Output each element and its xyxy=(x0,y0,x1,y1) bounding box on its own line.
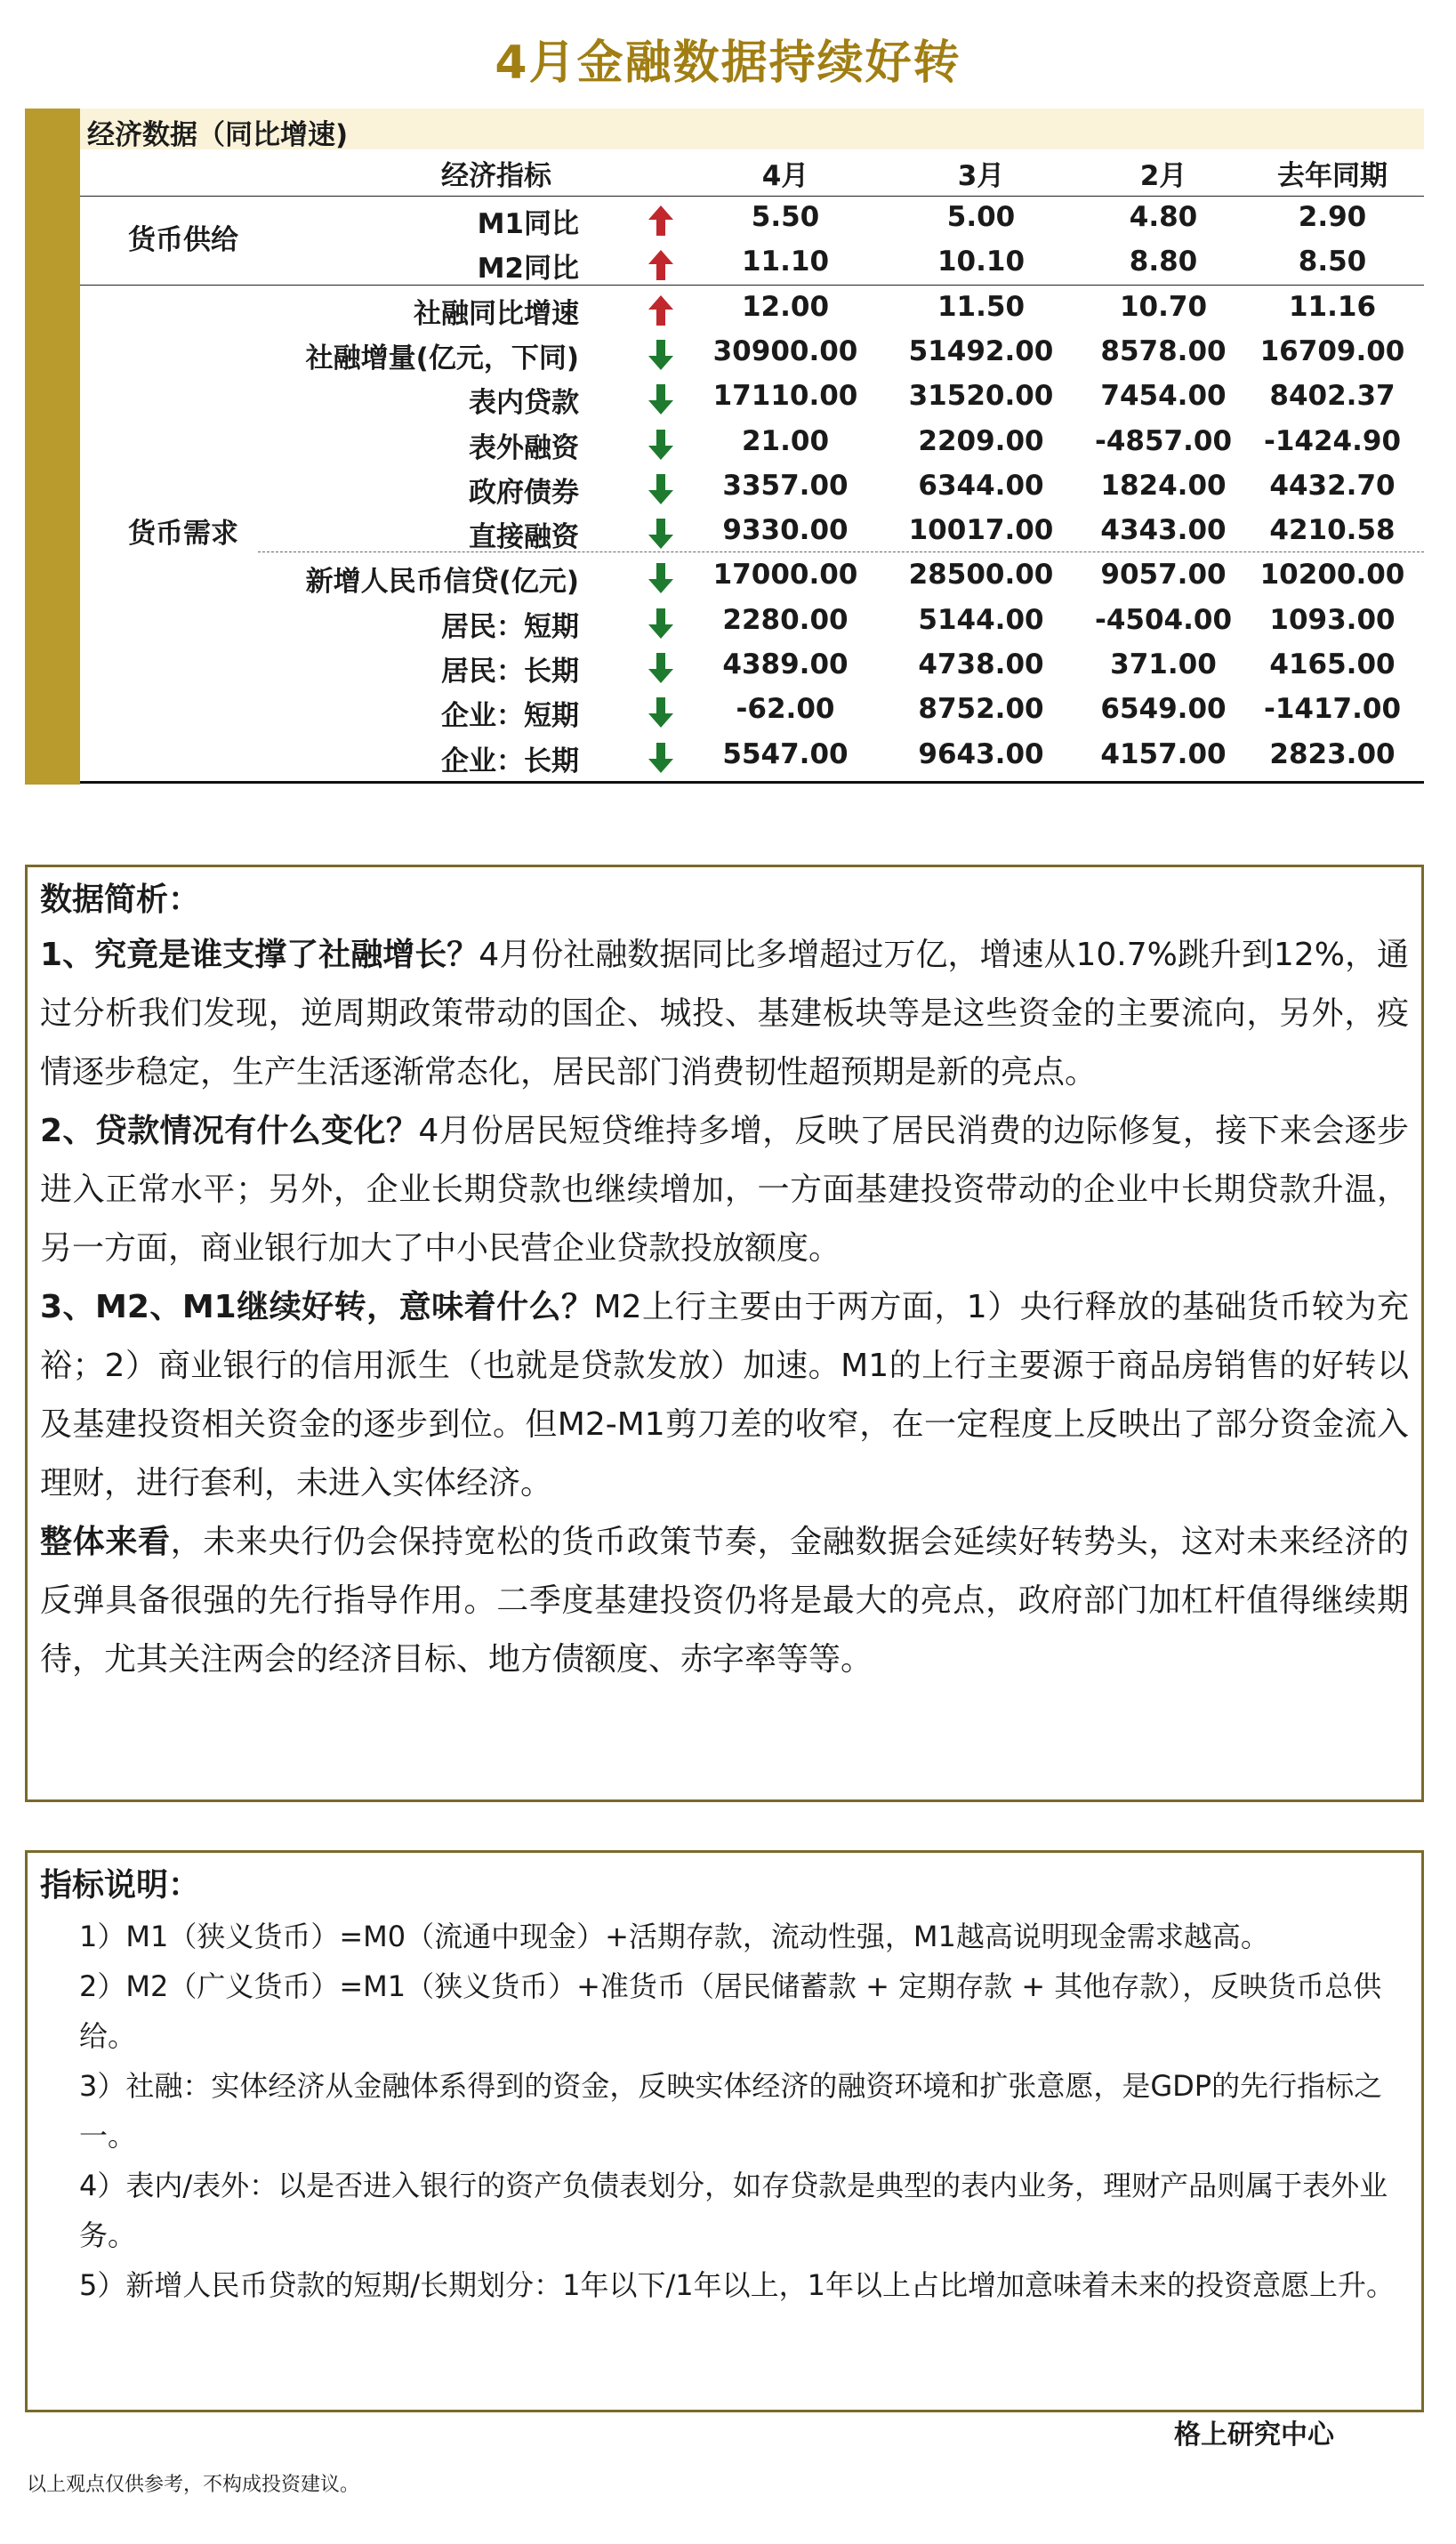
table-cell: 17110.00 xyxy=(712,380,858,413)
table-cell: 17000.00 xyxy=(712,559,858,592)
table-row xyxy=(25,197,1424,242)
table-cell: 2280.00 xyxy=(722,603,849,636)
note-item: 3）社融：实体经济从金融体系得到的资金，反映实体经济的融资环境和扩张意愿，是GDP的先行指标之一。 xyxy=(79,2069,1383,2153)
analysis-lead-4: 整体来看 xyxy=(40,1524,171,1560)
col-header-mar: 3月 xyxy=(957,160,1005,192)
analysis-body-4: ，未来央行仍会保持宽松的货币政策节奏，金融数据会延续好转势头，这对未来经济的反弹具备很强的先行指导作用。二季度基建投资仍将是最大的亮点，政府部门加杠杆值得继续期待，尤其关注两会的经济目标、地方债额度、赤字率等等。 xyxy=(40,1524,1409,1678)
note-item: 2）M2（广义货币）=M1（狭义货币）+准货币（居民储蓄款 + 定期存款 + 其他存款），反映货币总供给。 xyxy=(79,1969,1382,2053)
arrow-down-icon xyxy=(648,339,674,371)
indicator-name: 表内贷款 xyxy=(469,387,579,420)
note-item: 1）M1（狭义货币）=M0（流通中现金）+活期存款，流动性强，M1越高说明现金需求越高。 xyxy=(79,1920,1269,1953)
table-cell: 8402.37 xyxy=(1269,380,1396,413)
table-cell: 6549.00 xyxy=(1100,693,1227,726)
page-title: 4月金融数据持续好转 xyxy=(495,36,961,90)
table-cell: -1417.00 xyxy=(1263,693,1402,726)
indicator-name: 居民：长期 xyxy=(441,656,579,688)
table-cell: 2.90 xyxy=(1298,201,1367,233)
header-rule xyxy=(80,196,1424,197)
table-cell: -1424.90 xyxy=(1263,424,1402,457)
table-cell: 5.00 xyxy=(946,201,1016,233)
table-cell: 4432.70 xyxy=(1269,469,1396,502)
indicator-name: 社融增量(亿元，下同) xyxy=(305,342,579,374)
table-row xyxy=(25,555,1424,600)
notes-title: 指标说明： xyxy=(40,1867,201,1904)
table-row xyxy=(25,689,1424,734)
table-cell: 4157.00 xyxy=(1100,737,1227,770)
table-header-label: 经济数据（同比增速) xyxy=(87,119,349,151)
table-cell: 8.50 xyxy=(1298,246,1367,278)
analysis-paragraph-2 xyxy=(40,1102,1409,1278)
table-bottom-rule xyxy=(80,781,1424,784)
table-cell: 51492.00 xyxy=(908,334,1054,367)
analysis-lead-2: 2、贷款情况有什么变化？ xyxy=(40,1113,419,1149)
table-row xyxy=(25,242,1424,286)
col-header-indicator: 经济指标 xyxy=(441,160,551,192)
table-cell: 11.10 xyxy=(741,246,830,278)
table-cell: 10200.00 xyxy=(1259,559,1405,592)
table-cell: -4857.00 xyxy=(1094,424,1233,457)
table-cell: 9643.00 xyxy=(918,737,1044,770)
indicator-name: 企业：长期 xyxy=(441,745,579,777)
analysis-paragraph-3 xyxy=(40,1278,1409,1513)
table-cell: 10017.00 xyxy=(908,514,1054,547)
arrow-up-icon xyxy=(648,249,674,281)
indicator-name: 直接融资 xyxy=(469,521,579,554)
table-cell: 5547.00 xyxy=(722,737,849,770)
footer-disclaimer: 以上观点仅供参考，不构成投资建议。 xyxy=(27,2474,360,2496)
table-cell: 4.80 xyxy=(1129,201,1198,233)
group-label-supply: 货币供给 xyxy=(128,224,238,256)
indicator-name: 居民：短期 xyxy=(441,610,579,643)
table-cell: 1824.00 xyxy=(1100,469,1227,502)
data-table xyxy=(25,109,1424,785)
table-row xyxy=(25,511,1424,555)
analysis-title: 数据简析： xyxy=(40,882,201,918)
table-row xyxy=(25,376,1424,421)
arrow-down-icon xyxy=(648,383,674,415)
table-cell: 5144.00 xyxy=(918,603,1044,636)
table-cell: 21.00 xyxy=(741,424,830,457)
arrow-up-icon xyxy=(648,294,674,326)
indicator-name: M1同比 xyxy=(477,208,579,240)
indicator-name: 新增人民币信贷(亿元) xyxy=(305,566,579,599)
analysis-body-1: 4月份社融数据同比多增超过万亿，增速从10.7%跳升到12%，通过分析我们发现，逆周期政策带动的国企、城投、基建板块等是这些资金的主要流向，另外，疫情逐步稳定，生产生活逐渐常态化，居民部门消费韧性超预期是新的亮点。 xyxy=(40,937,1409,1091)
table-cell: 16709.00 xyxy=(1259,334,1405,367)
table-cell: 9330.00 xyxy=(722,514,849,547)
arrow-down-icon xyxy=(648,429,674,461)
table-cell: 4738.00 xyxy=(918,648,1044,680)
arrow-down-icon xyxy=(648,608,674,640)
footer-organization: 格上研究中心 xyxy=(1174,2419,1334,2451)
arrow-down-icon xyxy=(648,742,674,774)
analysis-lead-3: 3、M2、M1继续好转，意味着什么？ xyxy=(40,1289,594,1325)
analysis-paragraph-1 xyxy=(40,926,1409,1102)
table-cell: 4343.00 xyxy=(1100,514,1227,547)
arrow-down-icon xyxy=(648,696,674,729)
table-row xyxy=(25,287,1424,332)
analysis-box xyxy=(25,865,1424,1802)
table-row xyxy=(25,332,1424,376)
indicator-name: M2同比 xyxy=(477,253,579,286)
indicator-name: 企业：短期 xyxy=(441,700,579,733)
table-cell: 11.50 xyxy=(937,290,1026,323)
table-cell: -62.00 xyxy=(736,693,835,726)
analysis-body-2: 4月份居民短贷维持多增，反映了居民消费的边际修复，接下来会逐步进入正常水平；另外，企业长期贷款也继续增加，一方面基建投资带动的企业中长期贷款升温，另一方面，商业银行加大了中小民营企业贷款投放额度。 xyxy=(40,1113,1409,1267)
notes-box xyxy=(25,1850,1424,2412)
col-header-apr: 4月 xyxy=(761,160,809,192)
table-row xyxy=(25,422,1424,466)
arrow-down-icon xyxy=(648,473,674,505)
table-cell: 10.10 xyxy=(937,246,1026,278)
table-cell: 2823.00 xyxy=(1269,737,1396,770)
table-row xyxy=(25,466,1424,511)
table-cell: 1093.00 xyxy=(1269,603,1396,636)
table-row xyxy=(25,735,1424,779)
table-cell: 371.00 xyxy=(1110,648,1217,680)
table-cell: 5.50 xyxy=(751,201,820,233)
table-cell: -4504.00 xyxy=(1094,603,1233,636)
table-cell: 6344.00 xyxy=(918,469,1044,502)
table-cell: 4210.58 xyxy=(1269,514,1396,547)
arrow-down-icon xyxy=(648,652,674,684)
arrow-down-icon xyxy=(648,562,674,594)
note-item: 5）新增人民币贷款的短期/长期划分：1年以下/1年以上，1年以上占比增加意味着未来的投资意愿上升。 xyxy=(79,2268,1396,2302)
table-cell: 30900.00 xyxy=(712,334,858,367)
note-item: 4）表内/表外：以是否进入银行的资产负债表划分，如存贷款是典型的表内业务，理财产品则属于表外业务。 xyxy=(79,2169,1388,2252)
analysis-body-3: M2上行主要由于两方面，1）央行释放的基础货币较为充裕；2）商业银行的信用派生（也就是贷款发放）加速。M1的上行主要源于商品房销售的好转以及基建投资相关资金的逐步到位。但M2-M1剪刀差的收窄，在一定程度上反映出了部分资金流入理财，进行套利，未进入实体经济。 xyxy=(40,1289,1409,1501)
table-cell: 7454.00 xyxy=(1100,380,1227,413)
indicator-name: 政府债券 xyxy=(469,476,579,509)
table-cell: 9057.00 xyxy=(1100,559,1227,592)
table-cell: 4165.00 xyxy=(1269,648,1396,680)
table-row xyxy=(25,645,1424,689)
table-cell: 8.80 xyxy=(1129,246,1198,278)
table-cell: 10.70 xyxy=(1119,290,1208,323)
indicator-name: 表外融资 xyxy=(469,431,579,464)
group-label-demand: 货币需求 xyxy=(128,518,238,550)
table-cell: 28500.00 xyxy=(908,559,1054,592)
table-cell: 11.16 xyxy=(1288,290,1377,323)
analysis-paragraph-4 xyxy=(40,1513,1409,1689)
arrow-down-icon xyxy=(648,518,674,550)
table-cell: 2209.00 xyxy=(918,424,1044,457)
table-cell: 31520.00 xyxy=(908,380,1054,413)
arrow-up-icon xyxy=(648,205,674,237)
table-cell: 8578.00 xyxy=(1100,334,1227,367)
col-header-lastyear: 去年同期 xyxy=(1277,160,1388,192)
col-header-feb: 2月 xyxy=(1139,160,1187,192)
indicator-name: 社融同比增速 xyxy=(414,297,579,330)
table-cell: 12.00 xyxy=(741,290,830,323)
table-cell: 3357.00 xyxy=(722,469,849,502)
analysis-lead-1: 1、究竟是谁支撑了社融增长？ xyxy=(40,937,479,973)
table-cell: 4389.00 xyxy=(722,648,849,680)
table-row xyxy=(25,600,1424,645)
table-cell: 8752.00 xyxy=(918,693,1044,726)
